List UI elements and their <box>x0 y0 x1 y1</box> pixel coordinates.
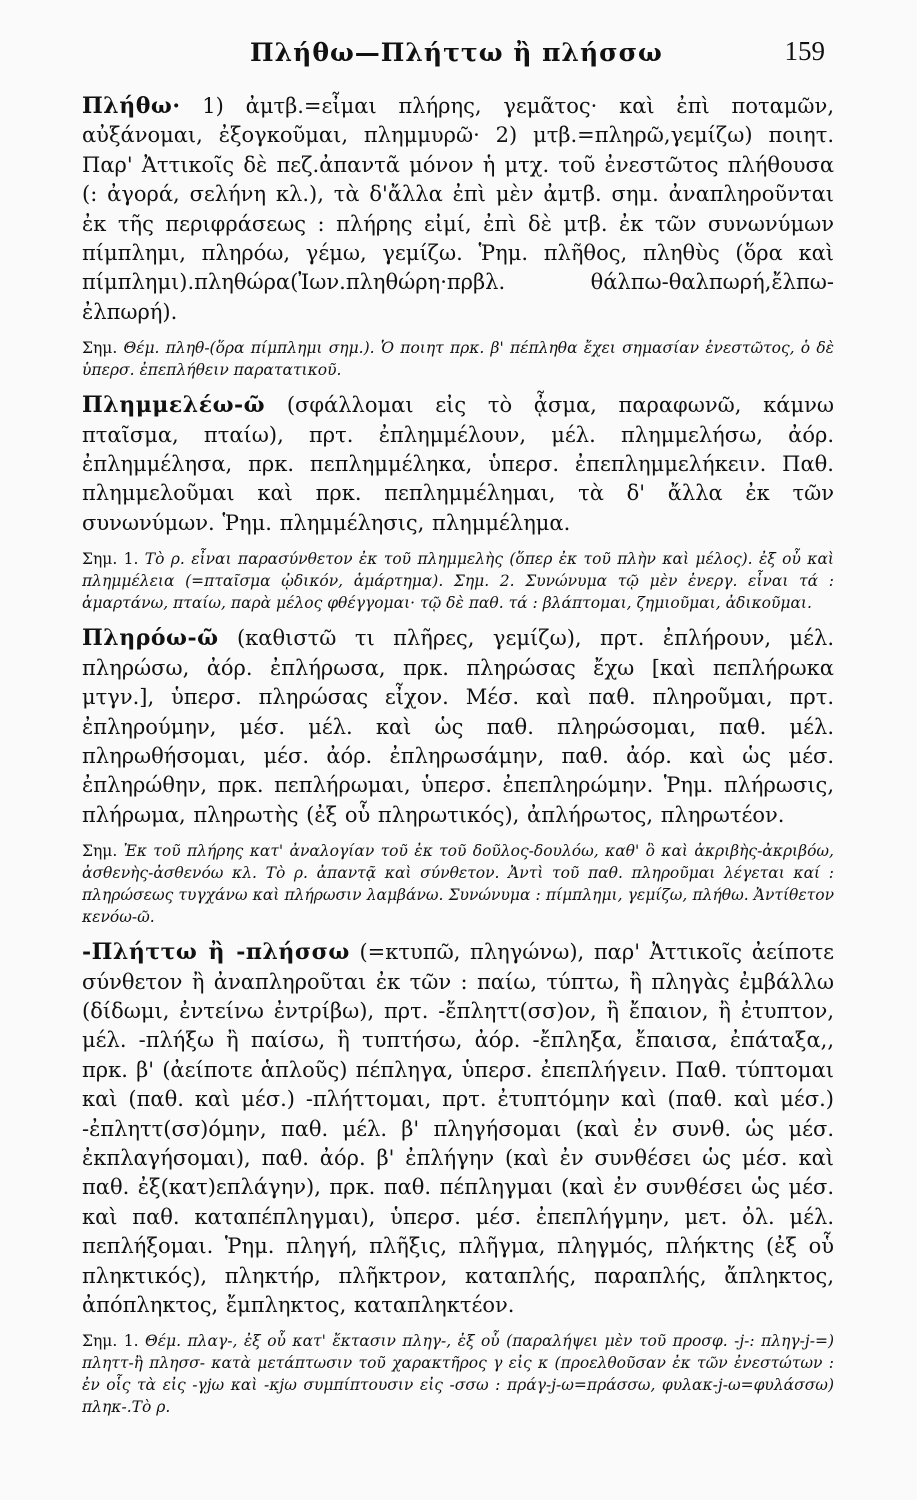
note-text: Θέμ. πλαγ-, ἐξ οὗ κατ' ἔκτασιν πληγ-, ἐξ οὗ (παραλήψει μὲν τοῦ προσφ. -j-: πληγ-j-=) πληττ-ἢ πλησσ- κατὰ μετάπτωσιν τοῦ χαρακτῆρος γ εἰς κ (προελθοῦσαν ἐκ τῶν ἐνεστώτων : ἐν οἷς τὰ εἰς -γjω καὶ -κjω συμπίπτουσιν εἰς -σσω : πράγ-j-ω=πράσσω, φυλακ-j-ω=φυλάσσω) πληκ-.Τὸ ρ. <box>82 1332 834 1417</box>
lemma: Πληρόω-ῶ <box>82 625 219 652</box>
entry-text: (καθιστῶ τι πλῆρες, γεμίζω), πρτ. ἐπλήρουν, μέλ. πληρώσω, ἀόρ. ἐπλήρωσα, πρκ. πληρώσας ἔχω [καὶ πεπλήρωκα μτγν.], ὑπερσ. πληρώσας εἶχον. Μέσ. καὶ παθ. πληροῦμαι, πρτ. ἐπληρούμην, μέσ. μέλ. καὶ ὡς παθ. πληρώσομαι, παθ. μέλ. πληρωθήσομαι, μέσ. ἀόρ. ἐπληρωσάμην, παθ. ἀόρ. καὶ ὡς μέσ. ἐπληρώθην, πρκ. πεπλήρωμαι, ὑπερσ. ἐπεπληρώμην. Ῥημ. πλήρωσις, πλήρωμα, πληρωτὴς (ἐξ οὗ πληρωτικός), ἀπλήρωτος, πληρωτέον. <box>82 626 834 827</box>
body-text <box>82 92 834 1428</box>
page-number: 159 <box>784 36 825 66</box>
note-label: Σημ. <box>82 842 118 861</box>
note-pleroo <box>82 840 834 928</box>
lemma: Πλημμελέω-ῶ <box>82 392 266 419</box>
note-plitto <box>82 1330 834 1418</box>
note-plitho <box>82 337 834 381</box>
entry-plimmeleo <box>82 391 834 538</box>
note-plimmeleo <box>82 548 834 614</box>
entry-plitto <box>82 938 834 1320</box>
lemma: Πλήθω· <box>82 93 181 119</box>
running-head: Πλήθω—Πλήττω ἢ πλήσσω <box>250 38 663 67</box>
lemma: -Πλήττω ἢ -πλήσσω <box>82 939 350 966</box>
entry-plitho <box>82 92 834 327</box>
entry-pleroo <box>82 624 834 830</box>
note-label: Σημ. <box>82 339 118 358</box>
note-label: Σημ. 1. <box>82 550 139 569</box>
note-text: Θέμ. πληθ-(ὅρα πίμπλημι σημ.). Ὁ ποιητ πρκ. β' πέπληθα ἔχει σημασίαν ἐνεστῶτος, ὁ δὲ ὑπερσ. ἐπεπλήθειν παρατατικοῦ. <box>82 339 834 380</box>
note-text: Ἐκ τοῦ πλήρης κατ' ἀναλογίαν τοῦ ἐκ τοῦ δοῦλος-δουλόω, καθ' ὃ καὶ ἀκριβὴς-ἀκριβόω, ἀσθενὴς-ἀσθενόω κλ. Τὸ ρ. ἀπαντᾷ καὶ σύνθετον. Ἀντὶ τοῦ παθ. πληροῦμαι λέγεται καί : πληρώσεως τυγχάνω καὶ πλήρωσιν λαμβάνω. Συνώνυμα : πίμπλημι, γεμίζω, πλήθω. Ἀντίθετον κενόω-ῶ. <box>82 842 834 927</box>
entry-text: (=κτυπῶ, πληγώνω), παρ' Ἀττικοῖς ἀείποτε σύνθετον ἢ ἀναπληροῦται ἐκ τῶν : παίω, τύπτω, ἢ πληγὰς ἐμβάλλω (δίδωμι, ἐντείνω ἐντρίβω), πρτ. -ἔπληττ(σσ)ον, ἢ ἔπαιον, ἢ ἐτυπτον, μέλ. -πλήξω ἢ παίσω, ἢ τυπτήσω, ἀόρ. -ἔπληξα, ἔπαισα, ἐπάταξα,, πρκ. β' (ἀείποτε ἁπλοῦς) πέπληγα, ὑπερσ. ἐπεπλήγειν. Παθ. τύπτομαι καὶ (παθ. καὶ μέσ.) -πλήττομαι, πρτ. ἐτυπτόμην καὶ (παθ. καὶ μέσ.) -ἐπληττ(σσ)όμην, παθ. μέλ. β' πληγήσομαι (καὶ ἐν συνθ. ὡς μέσ. ἐκπλαγήσομαι), παθ. ἀόρ. β' ἐπλήγην (καὶ ἐν συνθέσει ὡς μέσ. καὶ παθ. ἐξ(κατ)επλάγην), πρκ. παθ. πέπληγμαι (καὶ ἐν συνθέσει ὡς μέσ. καὶ παθ. καταπέπληγμαι), ὑπερσ. μέσ. ἐπεπλήγμην, μετ. ὀλ. μέλ. πεπλήξομαι. Ῥημ. πληγή, πλῆξις, πλῆγμα, πληγμός, πλήκτης (ἐξ οὗ πληκτικός), πληκτήρ, πλῆκτρον, καταπλής, παραπλής, ἄπληκτος, ἀπόπληκτος, ἔμπληκτος, καταπληκτέον. <box>82 940 834 1317</box>
note-text: Τὸ ρ. εἶναι παρασύνθετον ἐκ τοῦ πλημμελὴς (ὅπερ ἐκ τοῦ πλὴν καὶ μέλος). ἐξ οὗ καὶ πλημμέλεια (=πταῖσμα ᾠδικόν, ἁμάρτημα). Σημ. 2. Συνώνυμα τῷ μὲν ἐνεργ. εἶναι τά : ἁμαρτάνω, πταίω, παρὰ μέλος φθέγγομαι· τῷ δὲ παθ. τά : βλάπτομαι, ζημιοῦμαι, ἀδικοῦμαι. <box>82 550 834 613</box>
note-label: Σημ. 1. <box>82 1332 139 1351</box>
page-header <box>100 34 825 74</box>
entry-text: (σφάλλομαι εἰς τὸ ᾆσμα, παραφωνῶ, κάμνω πταῖσμα, πταίω), πρτ. ἐπλημμέλουν, μέλ. πλημμελήσω, ἀόρ. ἐπλημμέλησα, πρκ. πεπλημμέληκα, ὑπερσ. ἐπεπλημμελήκειν. Παθ. πλημμελοῦμαι καὶ πρκ. πεπλημμέλημαι, τὰ δ' ἄλλα ἐκ τῶν συνωνύμων. Ῥημ. πλημμέλησις, πλημμέλημα. <box>82 393 834 535</box>
entry-text: 1) ἀμτβ.=εἶμαι πλήρης, γεμᾶτος· καὶ ἐπὶ ποταμῶν, αὐξάνομαι, ἐξογκοῦμαι, πλημμυρῶ· 2) μτβ.=πληρῶ,γεμίζω) ποιητ. Παρ' Ἀττικοῖς δὲ πεζ.ἀπαντᾶ μόνον ἡ μτχ. τοῦ ἐνεστῶτος πλήθουσα (: ἀγορά, σελήνη κλ.), τὰ δ'ἄλλα ἐπὶ μὲν ἀμτβ. σημ. ἀναπληροῦνται ἐκ τῆς περιφράσεως : πλήρης εἰμί, ἐπὶ δὲ μτβ. ἐκ τῶν συνωνύμων πίμπλημι, πληρόω, γέμω, γεμίζω. Ῥημ. πλῆθος, πληθὺς (ὅρα καὶ πίμπλημι).πληθώρα(Ἰων.πληθώρη·πρβλ. θάλπω-θαλπωρή,ἔλπω-ἐλπωρή). <box>82 94 834 324</box>
